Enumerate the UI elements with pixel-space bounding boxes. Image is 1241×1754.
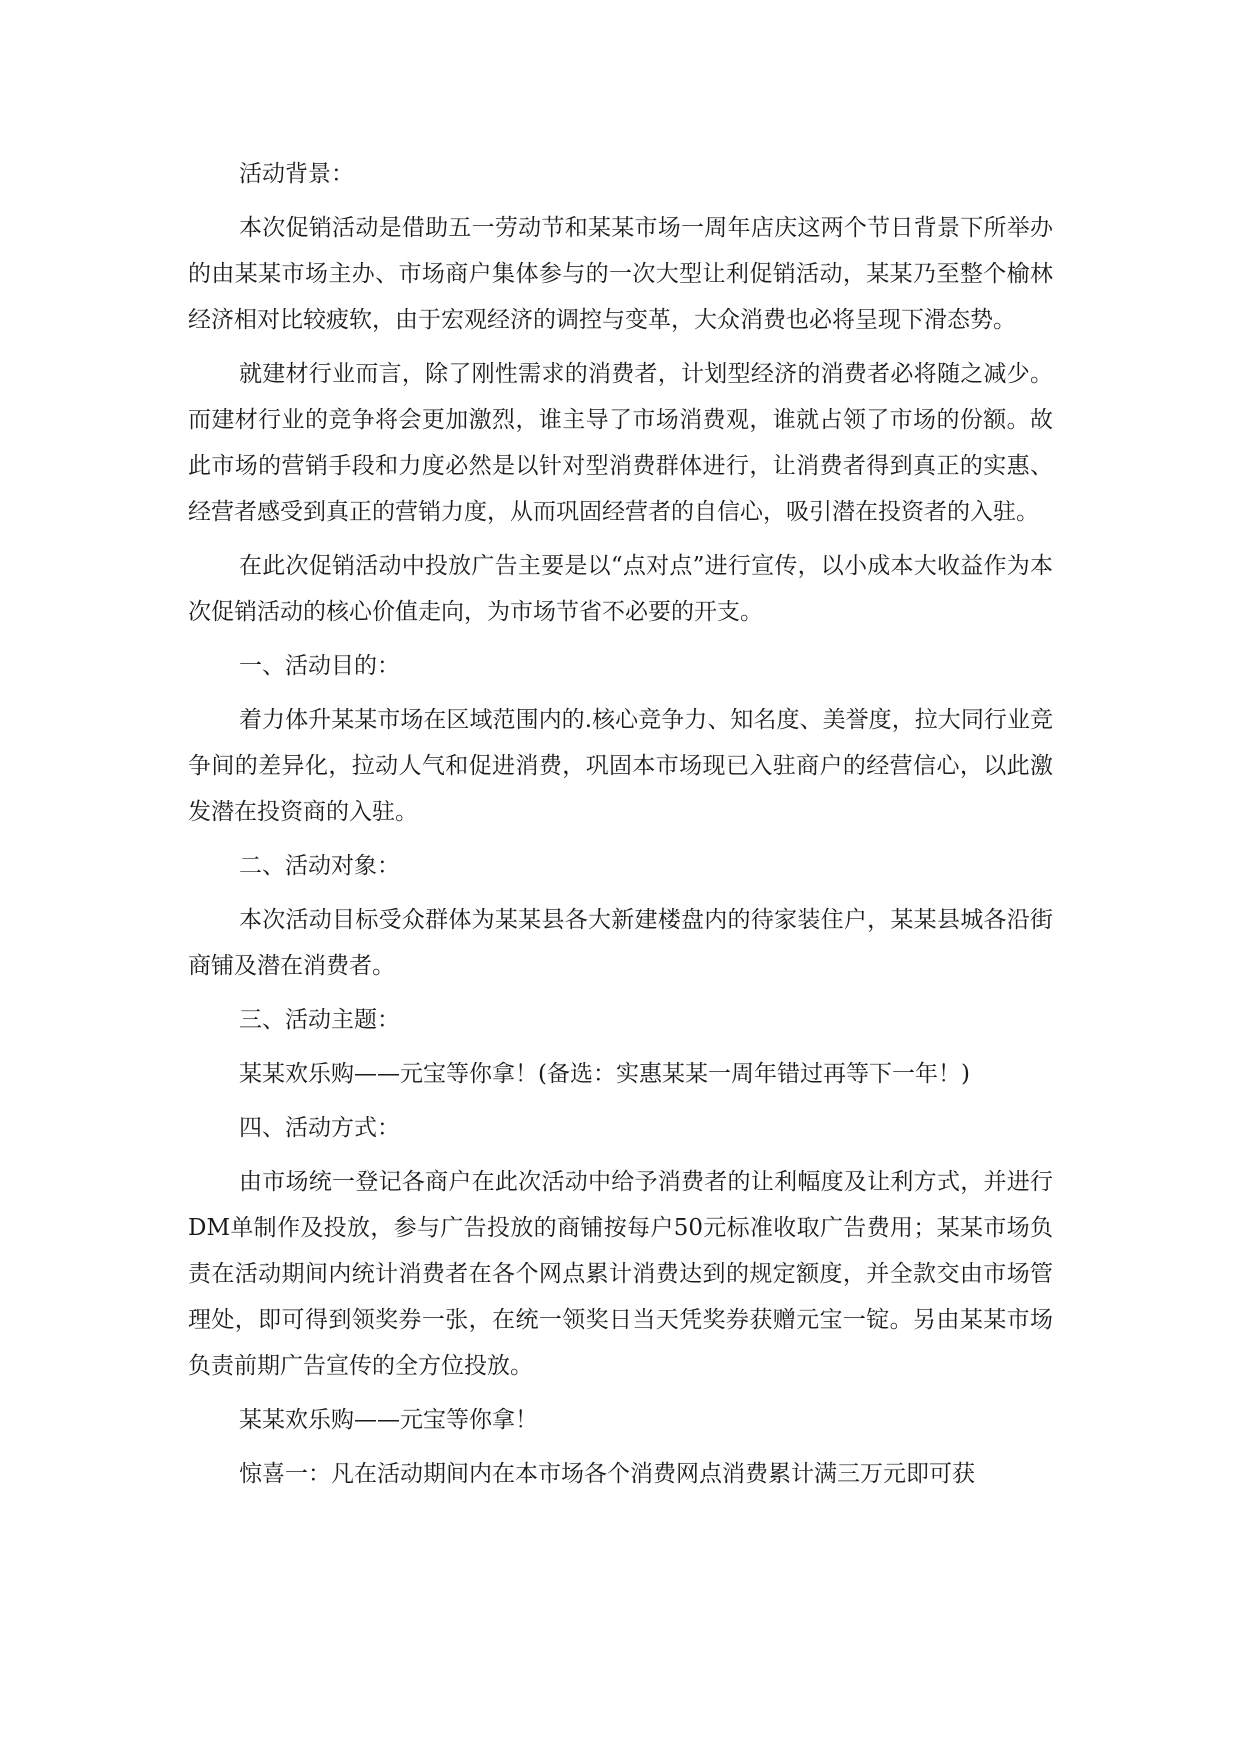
paragraph-theme: 某某欢乐购——元宝等你拿！(备选：实惠某某一周年错过再等下一年！) [239,1061,970,1087]
section-heading-method: 四、活动方式： [239,1115,400,1141]
section-heading-theme: 三、活动主题： [239,1007,400,1033]
section-heading-background: 活动背景： [239,161,354,187]
paragraph-background-intro: 本次促销活动是借助五一劳动节和某某市场一周年店庆这两个节日背景下所举办的由某某市场主办、市场商户集体参与的一次大型让利促销活动，某某乃至整个榆林经济相对比较疲软，由于宏观经济的调控与变革，大众消费也必将呈现下滑态势。 [188,215,1053,333]
paragraph-audience: 本次活动目标受众群体为某某县各大新建楼盘内的待家装住户，某某县城各沿街商铺及潜在消费者。 [188,907,1053,979]
paragraph-method: 由市场统一登记各商户在此次活动中给予消费者的让利幅度及让利方式，并进行DM单制作及投放，参与广告投放的商铺按每户50元标准收取广告费用；某某市场负责在活动期间内统计消费者在各个网点累计消费达到的规定额度，并全款交由市场管理处，即可得到领奖券一张，在统一领奖日当天凭奖券获赠元宝一锭。另由某某市场负责前期广告宣传的全方位投放。 [188,1169,1053,1379]
document-body [188,151,1053,1505]
paragraph-advertising-strategy: 在此次促销活动中投放广告主要是以“点对点”进行宣传，以小成本大收益作为本次促销活动的核心价值走向，为市场节省不必要的开支。 [188,553,1053,625]
paragraph-surprise-one: 惊喜一：凡在活动期间内在本市场各个消费网点消费累计满三万元即可获 [239,1461,975,1487]
section-heading-audience: 二、活动对象： [239,853,400,879]
paragraph-slogan: 某某欢乐购——元宝等你拿！ [239,1407,538,1433]
paragraph-purpose: 着力体升某某市场在区域范围内的.核心竞争力、知名度、美誉度，拉大同行业竞争间的差异化，拉动人气和促进消费，巩固本市场现已入驻商户的经营信心，以此激发潜在投资商的入驻。 [188,707,1053,825]
paragraph-industry-analysis: 就建材行业而言，除了刚性需求的消费者，计划型经济的消费者必将随之减少。而建材行业的竞争将会更加激烈，谁主导了市场消费观，谁就占领了市场的份额。故此市场的营销手段和力度必然是以针对型消费群体进行，让消费者得到真正的实惠、经营者感受到真正的营销力度，从而巩固经营者的自信心，吸引潜在投资者的入驻。 [188,361,1053,525]
section-heading-purpose: 一、活动目的： [239,653,400,679]
